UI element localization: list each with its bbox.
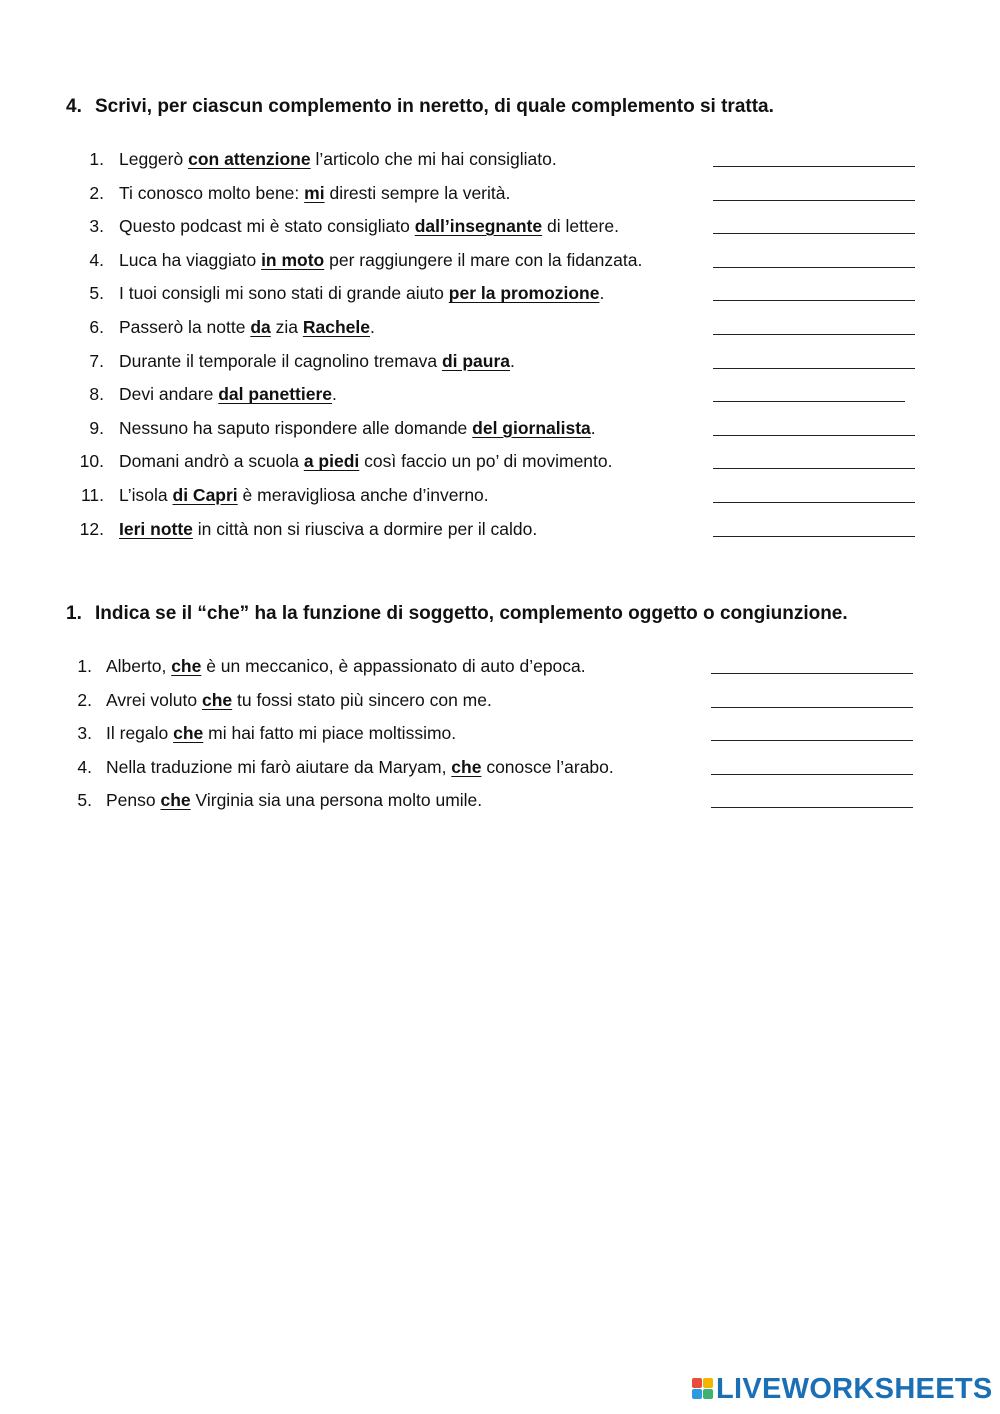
- item-sentence: [119, 349, 515, 373]
- highlighted-complement: Rachele: [302, 317, 370, 337]
- item-sentence: [106, 688, 492, 712]
- sentence-fragment: conosce l’arabo.: [481, 756, 614, 777]
- item-sentence: [119, 382, 337, 406]
- answer-blank[interactable]: [713, 502, 915, 503]
- answer-blank[interactable]: [713, 401, 905, 402]
- item-number: 1.: [89, 149, 104, 169]
- sentence-fragment: .: [599, 283, 605, 304]
- answer-blank[interactable]: [713, 300, 915, 301]
- exercise-item: [0, 449, 1000, 473]
- item-number: 10.: [79, 451, 104, 472]
- answer-blank[interactable]: [713, 233, 915, 234]
- answer-blank[interactable]: [713, 468, 915, 469]
- exercise-item: [0, 281, 1000, 305]
- liveworksheets-logo-icon: [692, 1378, 714, 1400]
- sentence-fragment: tu fossi stato più sincero con me.: [232, 689, 492, 710]
- item-sentence: [119, 214, 619, 238]
- sentence-fragment: di lettere.: [542, 216, 619, 237]
- highlighted-complement: che: [201, 689, 233, 710]
- highlighted-complement: di paura: [441, 350, 511, 371]
- item-number: 1.: [77, 656, 92, 676]
- highlighted-complement: dal panettiere: [218, 384, 333, 405]
- sentence-fragment: .: [510, 350, 515, 371]
- exercise-item: [0, 688, 1000, 712]
- sentence-fragment: Durante il temporale il cagnolino tremava: [119, 350, 442, 371]
- item-number: 5.: [89, 283, 104, 304]
- exercise-item: [0, 788, 1000, 812]
- highlighted-complement: che: [160, 790, 191, 811]
- item-sentence: [119, 248, 642, 272]
- highlighted-complement: che: [451, 756, 482, 777]
- item-sentence: [119, 181, 510, 205]
- highlighted-complement: per la promozione: [448, 283, 600, 304]
- answer-blank[interactable]: [711, 707, 913, 708]
- exercise-item: [0, 517, 1000, 541]
- item-sentence: [119, 517, 537, 541]
- section-number: 4.: [66, 96, 82, 117]
- sentence-fragment: Passerò la notte: [119, 317, 251, 337]
- sentence-fragment: .: [590, 417, 596, 438]
- item-number: 3.: [89, 216, 104, 237]
- exercise-item: [0, 654, 1000, 678]
- sentence-fragment: così faccio un po’ di movimento.: [359, 451, 613, 472]
- highlighted-complement: Ieri notte: [119, 518, 193, 539]
- exercise-item: [0, 721, 1000, 745]
- sentence-fragment: Devi andare: [119, 384, 219, 405]
- sentence-fragment: Nella traduzione mi farò aiutare da Maryam,: [106, 756, 452, 777]
- exercise-item: [0, 349, 1000, 373]
- exercise-item: [0, 755, 1000, 779]
- exercise-item: [0, 181, 1000, 205]
- sentence-fragment: Domani andrò a scuola: [119, 451, 304, 472]
- sentence-fragment: Il regalo: [106, 723, 174, 744]
- sentence-fragment: Penso: [106, 790, 161, 811]
- section-title-text: Scrivi, per ciascun complemento in neretto, di quale complemento si tratta.: [95, 96, 774, 117]
- sentence-fragment: Leggerò: [119, 149, 189, 169]
- item-sentence: [119, 449, 613, 473]
- answer-blank[interactable]: [713, 435, 915, 436]
- sentence-fragment: zia: [270, 317, 303, 337]
- item-number: 11.: [80, 485, 104, 505]
- sentence-fragment: per raggiungere il mare con la fidanzata.: [324, 249, 643, 270]
- item-sentence: [119, 416, 596, 440]
- exercise-item: [0, 214, 1000, 238]
- answer-blank[interactable]: [713, 536, 915, 537]
- sentence-fragment: Alberto,: [106, 656, 172, 676]
- answer-blank[interactable]: [711, 673, 913, 674]
- exercise-item: [0, 315, 1000, 339]
- exercise-item: [0, 382, 1000, 406]
- sentence-fragment: Avrei voluto: [106, 689, 202, 710]
- highlighted-complement: in moto: [261, 249, 325, 270]
- highlighted-complement: dall’insegnante: [414, 216, 543, 237]
- item-sentence: [119, 315, 375, 339]
- item-number: 7.: [89, 350, 104, 371]
- item-sentence: [119, 147, 557, 171]
- item-number: 12.: [79, 518, 104, 539]
- sentence-fragment: è meravigliosa anche d’inverno.: [237, 485, 489, 505]
- item-number: 9.: [89, 417, 104, 438]
- answer-blank[interactable]: [713, 368, 915, 369]
- exercise-item: [0, 483, 1000, 507]
- highlighted-complement: con attenzione: [188, 149, 311, 169]
- highlighted-complement: del giornalista: [472, 417, 591, 438]
- answer-blank[interactable]: [713, 166, 915, 167]
- section-number: 1.: [66, 603, 82, 624]
- item-sentence: [119, 281, 604, 305]
- item-number: 4.: [77, 756, 92, 777]
- sentence-fragment: .: [370, 317, 375, 337]
- sentence-fragment: L’isola: [119, 485, 173, 505]
- item-sentence: [106, 721, 456, 745]
- logo-text: LIVEWORKSHEETS: [716, 1373, 993, 1405]
- answer-blank[interactable]: [711, 807, 913, 808]
- exercise-item: [0, 416, 1000, 440]
- item-number: 6.: [89, 317, 104, 337]
- answer-blank[interactable]: [711, 740, 913, 741]
- answer-blank[interactable]: [713, 200, 915, 201]
- highlighted-complement: mi: [304, 182, 325, 203]
- section-4-title: [66, 96, 774, 118]
- item-number: 5.: [77, 790, 92, 811]
- item-sentence: [106, 755, 614, 779]
- answer-blank[interactable]: [713, 334, 915, 335]
- sentence-fragment: .: [332, 384, 337, 405]
- item-number: 3.: [77, 723, 92, 744]
- answer-blank[interactable]: [711, 774, 913, 775]
- item-number: 2.: [77, 689, 92, 710]
- highlighted-complement: da: [250, 317, 271, 337]
- sentence-fragment: Virginia sia una persona molto umile.: [190, 790, 483, 811]
- highlighted-complement: a piedi: [303, 451, 360, 472]
- sentence-fragment: Luca ha viaggiato: [119, 249, 262, 270]
- exercise-item: [0, 147, 1000, 171]
- item-sentence: [119, 483, 489, 507]
- sentence-fragment: Nessuno ha saputo rispondere alle domande: [119, 417, 473, 438]
- highlighted-complement: che: [173, 723, 204, 744]
- sentence-fragment: Ti conosco molto bene:: [119, 182, 305, 203]
- sentence-fragment: è un meccanico, è appassionato di auto d’epoca.: [201, 656, 586, 676]
- sentence-fragment: I tuoi consigli mi sono stati di grande aiuto: [119, 283, 449, 304]
- sentence-fragment: in città non si riusciva a dormire per il caldo.: [192, 518, 538, 539]
- exercise-item: [0, 248, 1000, 272]
- section-title-text: Indica se il “che” ha la funzione di soggetto, complemento oggetto o congiunzione.: [95, 603, 848, 624]
- highlighted-complement: che: [171, 656, 202, 676]
- item-number: 8.: [89, 384, 104, 405]
- item-number: 2.: [89, 182, 104, 203]
- section-1-title: [66, 603, 848, 625]
- highlighted-complement: di Capri: [172, 485, 238, 505]
- sentence-fragment: Questo podcast mi è stato consigliato: [119, 216, 415, 237]
- sentence-fragment: diresti sempre la verità.: [324, 182, 511, 203]
- sentence-fragment: mi hai fatto mi piace moltissimo.: [203, 723, 457, 744]
- item-sentence: [106, 788, 482, 812]
- item-sentence: [106, 654, 586, 678]
- sentence-fragment: l’articolo che mi hai consigliato.: [310, 149, 557, 169]
- answer-blank[interactable]: [713, 267, 915, 268]
- item-number: 4.: [89, 249, 104, 270]
